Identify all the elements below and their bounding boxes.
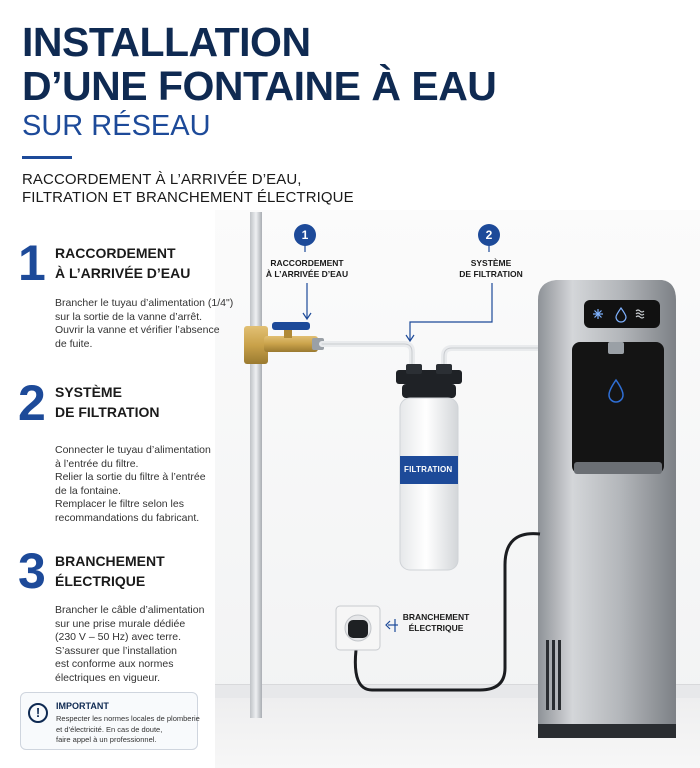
step-3-text-line: sur une prise murale dédiée bbox=[55, 617, 186, 630]
shutoff-valve bbox=[244, 322, 324, 364]
step-2-number: 2 bbox=[18, 375, 46, 431]
important-text-line: faire appel à un professionnel. bbox=[56, 735, 157, 744]
outlet-tube bbox=[444, 348, 544, 372]
step-1-text-line: Ouvrir la vanne et vérifier l’absence bbox=[55, 324, 220, 336]
step-2-text-line: de la fontaine. bbox=[55, 484, 121, 497]
step-2-text-line: à l’entrée du filtre. bbox=[55, 457, 139, 470]
step-1-title-line-2: À L’ARRIVÉE D’EAU bbox=[55, 265, 191, 281]
callout-1-badge: 1 bbox=[294, 224, 316, 246]
step-3-text-line: Brancher le câble d’alimentation bbox=[55, 604, 205, 616]
power-plug bbox=[348, 620, 368, 638]
callout-leaders bbox=[303, 245, 492, 632]
step-3-title-line-2: ÉLECTRIQUE bbox=[55, 573, 146, 589]
step-2-text-line: recommandations du fabricant. bbox=[55, 511, 200, 524]
step-1-number: 1 bbox=[18, 235, 46, 291]
step-1-text-line: de fuite. bbox=[55, 337, 93, 350]
callout-2-label bbox=[450, 258, 532, 280]
dispensing-area bbox=[572, 342, 664, 474]
callout-1-line: RACCORDEMENT bbox=[270, 258, 344, 268]
supply-pipe bbox=[250, 212, 262, 718]
step-3-number: 3 bbox=[18, 543, 46, 599]
exclamation-icon: ! bbox=[28, 703, 48, 723]
callout-2-line: DE FILTRATION bbox=[459, 269, 523, 279]
step-3-text-line: est conforme aux normes bbox=[55, 658, 174, 670]
important-text-line: et d’électricité. En cas de doute, bbox=[56, 724, 163, 734]
step-3-title-line-1: BRANCHEMENT bbox=[55, 553, 165, 569]
callout-3-line: BRANCHEMENT bbox=[402, 612, 470, 622]
snowflake-icon bbox=[593, 309, 603, 319]
step-2-title-line-1: SYSTÈME bbox=[55, 384, 122, 400]
step-1-text-line: sur la sortie de la vanne d’arrêt. bbox=[55, 310, 203, 323]
callout-3-line: ÉLECTRIQUE bbox=[408, 623, 464, 633]
water-fountain bbox=[538, 280, 676, 738]
step-3-text-line: S’assurer que l’installation bbox=[55, 644, 177, 657]
page-title-line-2: D’UNE FONTAINE À EAU bbox=[22, 63, 497, 109]
step-2-title-line-2: DE FILTRATION bbox=[55, 404, 160, 420]
callout-1-line: À L’ARRIVÉE D’EAU bbox=[265, 269, 349, 279]
step-3-text-line: électriques en vigueur. bbox=[55, 671, 161, 684]
important-title: IMPORTANT bbox=[56, 701, 109, 711]
spout bbox=[608, 342, 624, 354]
page-subtitle: SUR RÉSEAU bbox=[22, 110, 211, 142]
wall-socket bbox=[336, 606, 380, 650]
step-3-text-line: (230 V – 50 Hz) avec terre. bbox=[55, 631, 182, 643]
filter-label: FILTRATION bbox=[404, 465, 453, 474]
callout-3-label bbox=[400, 612, 472, 634]
intro-line-1: RACCORDEMENT À L’ARRIVÉE D’EAU, bbox=[22, 171, 302, 188]
callout-2-badge: 2 bbox=[478, 224, 500, 246]
step-1-title-line-1: RACCORDEMENT bbox=[55, 245, 176, 261]
step-2-text-line: Relier la sortie du filtre à l’entrée bbox=[55, 471, 206, 483]
important-text-line: Respecter les normes locales de plomberie bbox=[56, 714, 200, 723]
callout-1-label bbox=[262, 258, 352, 280]
page-title-line-1: INSTALLATION bbox=[22, 19, 311, 65]
step-2-text-line: Connecter le tuyau d’alimentation bbox=[55, 444, 211, 456]
intro-line-2: FILTRATION ET BRANCHEMENT ÉLECTRIQUE bbox=[22, 189, 354, 206]
step-2-text-line: Remplacer le filtre selon les bbox=[55, 498, 184, 510]
supply-tube bbox=[322, 344, 412, 372]
drip-tray bbox=[574, 462, 662, 474]
step-1-text-line: Brancher le tuyau d’alimentation (1/4") bbox=[55, 297, 234, 309]
valve-handle bbox=[272, 322, 310, 330]
callout-2-line: SYSTÈME bbox=[470, 258, 512, 268]
